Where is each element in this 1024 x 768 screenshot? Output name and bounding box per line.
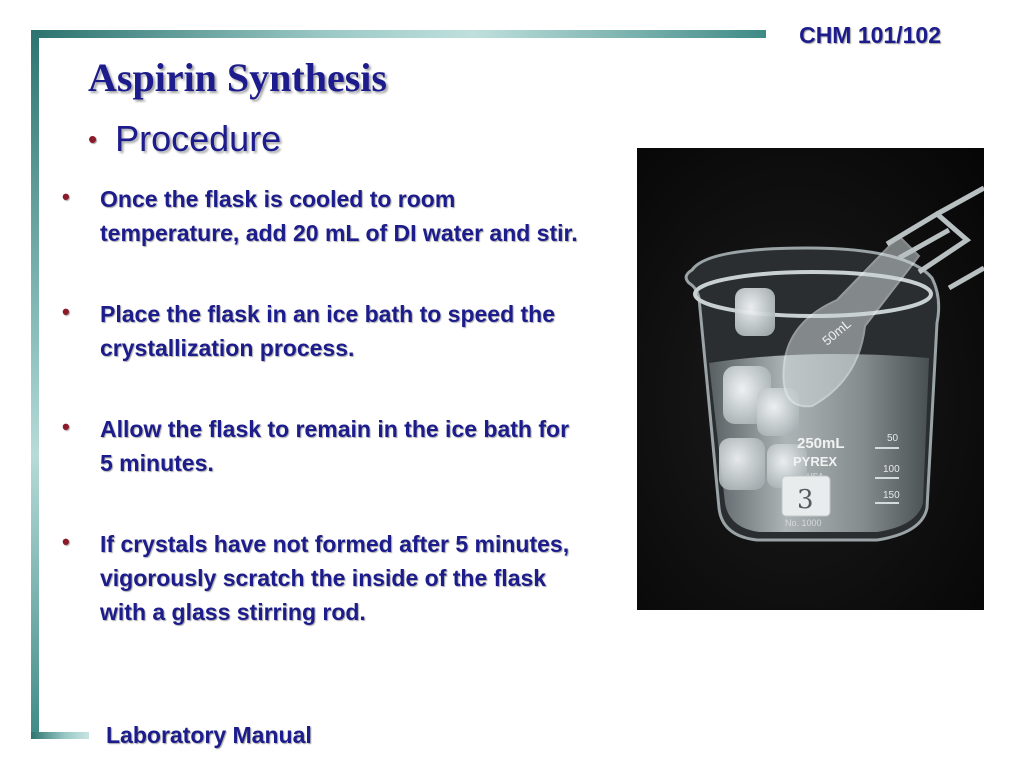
bullet-icon: •	[62, 299, 70, 324]
frame-top-bar	[36, 30, 766, 38]
procedure-step-text: If crystals have not formed after 5 minutes, vigorously scratch the inside of the flask with a glass stirring rod.	[100, 531, 570, 625]
procedure-step-text: Once the flask is cooled to room temperature, add 20 mL of DI water and stir.	[100, 186, 578, 246]
graduation-label: 150	[883, 490, 900, 501]
graduation-label: 50	[887, 433, 899, 444]
bullet-icon: •	[62, 529, 70, 554]
bullet-icon: •	[62, 414, 70, 439]
slide-title: Aspirin Synthesis	[88, 55, 387, 100]
procedure-step-text: Place the flask in an ice bath to speed the crystallization process.	[100, 301, 556, 361]
graduation-label: 100	[883, 464, 900, 475]
flask-volume-label: 50mL	[819, 315, 854, 349]
beaker-volume-label: 250mL	[797, 435, 845, 452]
beaker-brand-label: PYREX	[793, 454, 838, 469]
course-code: CHM 101/102	[799, 22, 941, 48]
slide-subtitle: Procedure	[115, 118, 282, 159]
procedure-step	[58, 412, 588, 480]
bullet-icon: •	[62, 184, 70, 209]
subtitle-row	[88, 118, 281, 160]
beaker-label-number: 3	[797, 485, 814, 515]
footer-label: Laboratory Manual	[106, 722, 312, 748]
beaker-ice-bath-photo	[637, 148, 984, 610]
beaker-number-label: No. 1000	[785, 518, 822, 528]
procedure-step-text: Allow the flask to remain in the ice bath for 5 minutes.	[100, 416, 570, 476]
frame-left-bar	[31, 30, 39, 738]
procedure-steps	[58, 182, 588, 676]
procedure-step	[58, 297, 588, 365]
procedure-step	[58, 527, 588, 629]
bullet-icon: •	[88, 123, 98, 154]
procedure-step	[58, 182, 588, 250]
frame-bottom-bar	[31, 732, 89, 739]
